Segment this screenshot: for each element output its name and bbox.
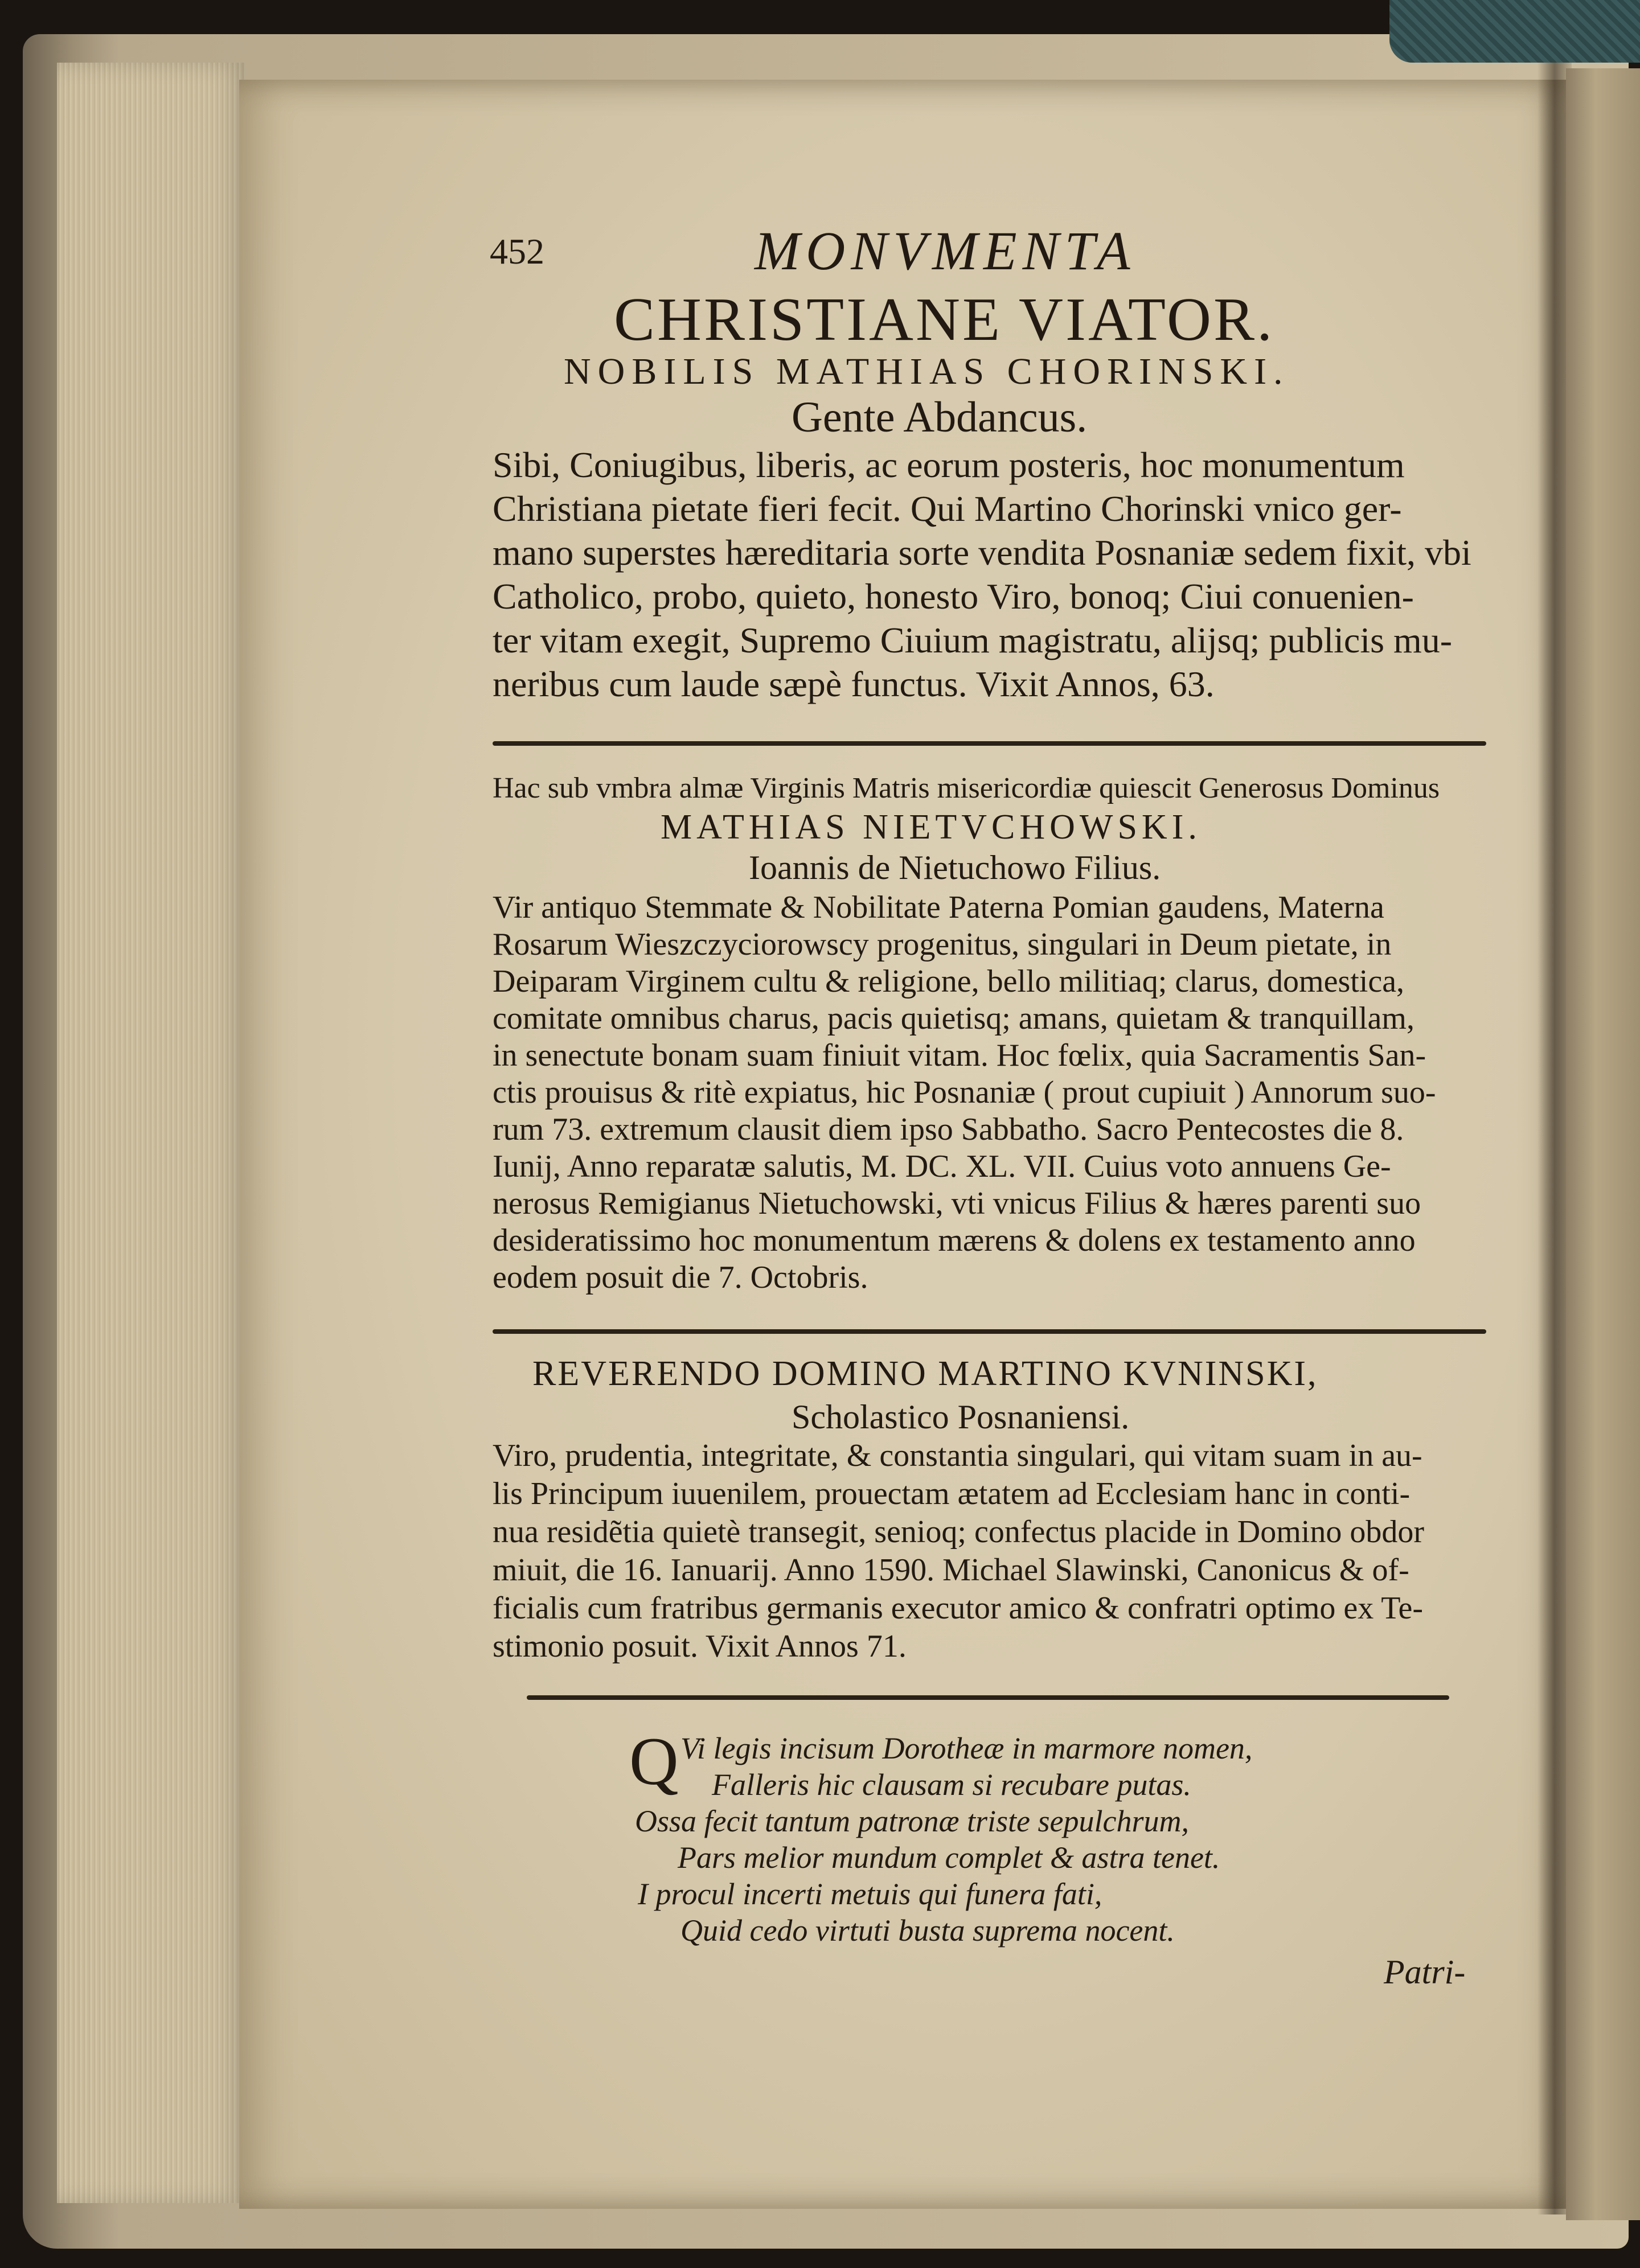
- section1-line: neribus cum laude sæpè functus. Vixit Annos, 63.: [493, 664, 1215, 704]
- section3-line: stimonio posuit. Vixit Annos 71.: [493, 1629, 907, 1664]
- section1-line: mano superstes hæreditaria sorte vendita Posnaniæ sedem fixit, vbi: [493, 532, 1471, 573]
- section2-line: rum 73. extremum clausit diem ipso Sabbatho. Sacro Pentecostes die 8.: [493, 1112, 1404, 1147]
- page-number: 452: [490, 231, 544, 272]
- section1-line: Catholico, probo, quieto, honesto Viro, bonoq; Ciui conuenien-: [493, 576, 1414, 617]
- separator-rule: [493, 1329, 1486, 1334]
- section3-heading: REVERENDO DOMINO MARTINO KVNINSKI,: [532, 1354, 1318, 1393]
- running-head: MONVMENTA: [755, 220, 1136, 281]
- section1-heading: CHRISTIANE VIATOR.: [614, 286, 1275, 354]
- verse-line: Pars melior mundum complet & astra tenet.: [678, 1840, 1220, 1875]
- section2-filiation: Ioannis de Nietuchowo Filius.: [749, 849, 1161, 886]
- verse-dropcap: Q: [629, 1723, 679, 1799]
- separator-rule: [493, 741, 1486, 746]
- section2-line: in senectute bonam suam finiuit vitam. Hoc fœlix, quia Sacramentis San-: [493, 1038, 1426, 1073]
- section2-line: eodem posuit die 7. Octobris.: [493, 1260, 868, 1295]
- section3-line: nua residẽtia quietè transegit, senioq; confectus placide in Domino obdor: [493, 1514, 1424, 1550]
- section2-line: desideratissimo hoc monumentum mærens & dolens ex testamento anno: [493, 1223, 1416, 1258]
- section1-line: Sibi, Coniugibus, liberis, ac eorum posteris, hoc monumentum: [493, 445, 1405, 485]
- section1-line: Christiana pietate fieri fecit. Qui Martino Chorinski vnico ger-: [493, 488, 1402, 529]
- section2-line: comitate omnibus charus, pacis quietisq; amans, quietam & tranquillam,: [493, 1001, 1414, 1036]
- section2-intro: Hac sub vmbra almæ Virginis Matris misericordiæ quiescit Generosus Dominus: [493, 772, 1440, 804]
- section2-line: ctis prouisus & ritè expiatus, hic Posnaniæ ( prout cupiuit ) Annorum suo-: [493, 1075, 1436, 1110]
- section2-line: Deiparam Virginem cultu & religione, bello militiaq; clarus, domestica,: [493, 964, 1405, 999]
- section3-line: Viro, prudentia, integritate, & constantia singulari, qui vitam suam in au-: [493, 1438, 1422, 1473]
- section2-line: Vir antiquo Stemmate & Nobilitate Paterna Pomian gaudens, Materna: [493, 890, 1384, 925]
- section1-line: ter vitam exegit, Supremo Ciuium magistratu, alijsq; publicis mu-: [493, 620, 1453, 660]
- separator-rule: [527, 1695, 1449, 1700]
- section3-line: lis Principum iuuenilem, prouectam ætatem ad Ecclesiam hanc in conti-: [493, 1476, 1411, 1511]
- section3-line: ficialis cum fratribus germanis executor amico & confratri optimo ex Te-: [493, 1591, 1424, 1626]
- section3-title: Scholastico Posnaniensi.: [792, 1398, 1130, 1436]
- verse-line: Vi legis incisum Dorotheæ in marmore nomen,: [680, 1731, 1253, 1765]
- section3-line: miuit, die 16. Ianuarij. Anno 1590. Michael Slawinski, Canonicus & of-: [493, 1552, 1409, 1588]
- section2-name: MATHIAS NIETVCHOWSKI.: [661, 808, 1202, 847]
- section1-gens: Gente Abdancus.: [792, 393, 1088, 441]
- verse-line: Falleris hic clausam si recubare putas.: [712, 1768, 1191, 1802]
- catchword: Patri-: [1384, 1953, 1466, 1991]
- verse-line: I procul incerti metuis qui funera fati,: [638, 1877, 1102, 1911]
- section1-name: NOBILIS MATHIAS CHORINSKI.: [564, 351, 1290, 392]
- section2-line: Rosarum Wieszczyciorowscy progenitus, singulari in Deum pietate, in: [493, 927, 1392, 962]
- verse-line: Ossa fecit tantum patronæ triste sepulchrum,: [635, 1804, 1189, 1838]
- section2-line: nerosus Remigianus Nietuchowski, vti vnicus Filius & hæres parenti suo: [493, 1186, 1421, 1221]
- verse-line: Quid cedo virtuti busta suprema nocent.: [680, 1913, 1175, 1947]
- section2-line: Iunij, Anno reparatæ salutis, M. DC. XL. VII. Cuius voto annuens Ge-: [493, 1149, 1391, 1184]
